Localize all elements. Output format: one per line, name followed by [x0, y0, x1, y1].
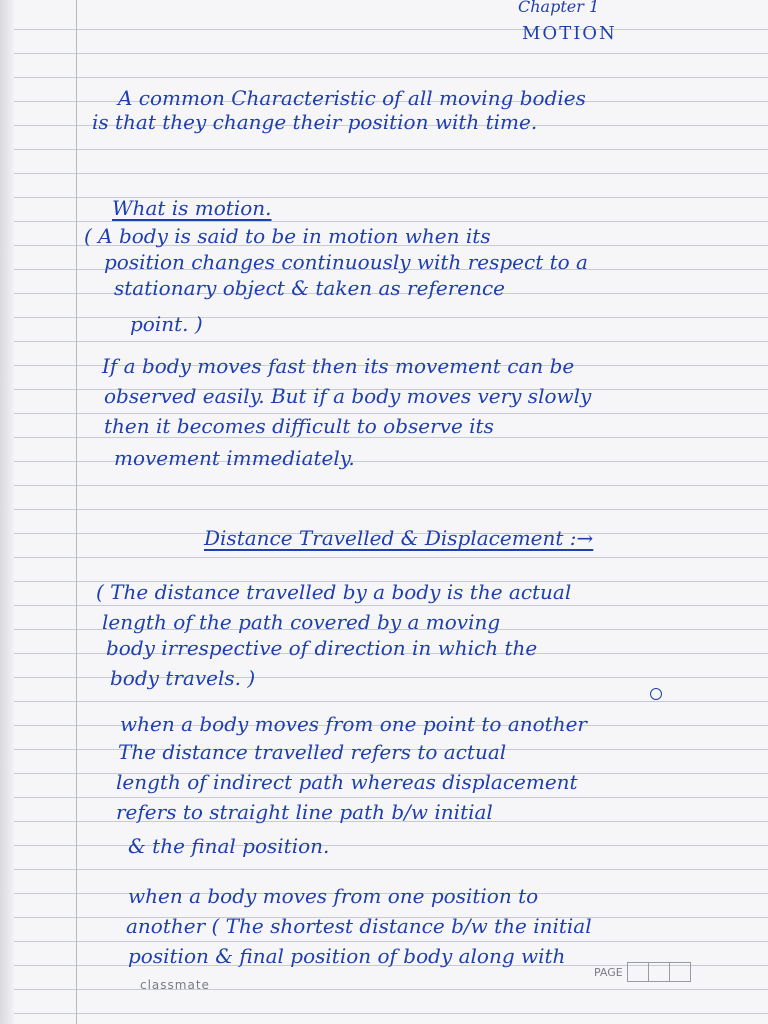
final-line-3: position & final position of body along with	[128, 944, 566, 968]
motion-definition-line-1: ( A body is said to be in motion when its	[84, 224, 491, 248]
final-line-2: another ( The shortest distance b/w the initial	[126, 914, 592, 938]
comparison-line-4: refers to straight line path b/w initial	[116, 800, 493, 824]
distance-definition-line-1: ( The distance travelled by a body is the actual	[96, 580, 572, 604]
page-left-edge	[0, 0, 14, 1024]
observation-line-1: If a body moves fast then its movement can be	[102, 354, 575, 378]
margin-line	[76, 0, 77, 1024]
intro-line-1: A common Characteristic of all moving bodies	[118, 86, 586, 110]
chapter-title: MOTION	[522, 23, 617, 44]
observation-line-3: then it becomes difficult to observe its	[104, 414, 494, 438]
comparison-line-1: when a body moves from one point to another	[120, 712, 587, 736]
motion-definition-line-3: stationary object & taken as reference	[114, 276, 506, 300]
notebook-brand: classmate	[140, 978, 210, 992]
ink-circle-mark	[650, 688, 662, 700]
distance-definition-line-3: body irrespective of direction in which the	[106, 636, 538, 660]
motion-definition-line-4: point. )	[130, 312, 203, 336]
final-line-1: when a body moves from one position to	[128, 884, 539, 908]
observation-line-4: movement immediately.	[114, 446, 355, 470]
comparison-line-2: The distance travelled refers to actual	[118, 740, 507, 764]
comparison-line-3: length of indirect path whereas displacement	[116, 770, 578, 794]
distance-definition-line-2: length of the path covered by a moving	[102, 610, 501, 634]
distance-definition-line-4: body travels. )	[110, 666, 256, 690]
comparison-line-5: & the final position.	[128, 834, 330, 858]
observation-line-2: observed easily. But if a body moves very slowly	[104, 384, 592, 408]
heading-what-is-motion: What is motion.	[112, 196, 272, 220]
heading-distance-displacement: Distance Travelled & Displacement :→	[204, 526, 594, 550]
page-number-box	[594, 962, 691, 982]
chapter-label: Chapter 1	[518, 0, 600, 16]
page-label: PAGE	[594, 965, 623, 979]
intro-line-2: is that they change their position with time.	[92, 110, 538, 134]
page-number-cells	[627, 962, 691, 982]
motion-definition-line-2: position changes continuously with respect to a	[104, 250, 588, 274]
